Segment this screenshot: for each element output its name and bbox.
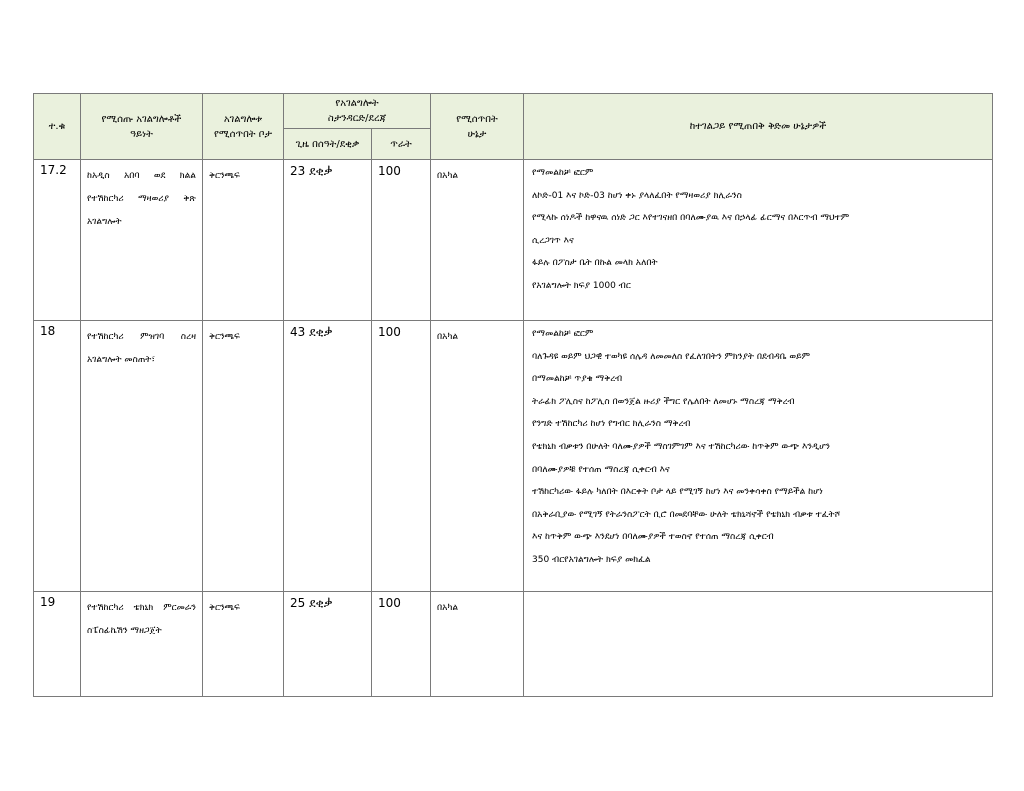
service-name: ከአዲስ አበባ ወደ ክልል የተሽከርካሪ ማዛወሪያ ቅጽ አገልግሎት (81, 160, 203, 321)
service-quality: 100 (372, 160, 431, 321)
service-place: ቅርንጫፍ (203, 592, 284, 697)
header-quality: ጥራት (372, 129, 431, 160)
requirement-item: ሲረጋገጥ እና (532, 235, 574, 246)
service-name: የተሽከርካሪ ቴክኒክ ምርመራን ስፔስፊኬሽን ማዘጋጀት (81, 592, 203, 697)
service-name: የተሽከርካሪ ምዝገባ ስረዛ አገልግሎት መስጠት፣ (81, 321, 203, 592)
delivery-mode: በአካል (431, 160, 524, 321)
header-no: ተ.ቁ (34, 94, 81, 160)
requirement-item: ለኮድ-01 እና ኮድ-03 ከሆነ ቀኑ ያላለፈበት የማዛወሪያ ክሊራንስ (532, 190, 742, 201)
header-requirements: ከተገልጋይ የሚጠበቅ ቅድመ ሁኔታዎች (524, 94, 993, 160)
requirements-list (524, 592, 993, 697)
requirement-item: በባለሙያዎቹ የተሰጠ ማስረጃ ሲቀርብ እና (532, 464, 670, 475)
service-standard-table (33, 93, 993, 697)
service-time: 43 ደቂቃ (284, 321, 372, 592)
service-time: 25 ደቂቃ (284, 592, 372, 697)
table-row (34, 592, 993, 697)
requirement-item: የአገልግሎት ክፍያ 1000 ብር (532, 280, 631, 291)
service-quality: 100 (372, 592, 431, 697)
requirement-item: የቴክኒክ ብቃቱን በሁለት ባለሙያዎች ማስገምገም እና ተሽከርካሪው ከጥቅም ውጭ እንዲሆን (532, 441, 830, 452)
requirement-item: የማመልከቻ ፎርም (532, 329, 594, 339)
requirements-list (524, 160, 993, 321)
table-row (34, 321, 993, 592)
requirement-item: በማመልከቻ ጥያቄ ማቅረብ (532, 374, 623, 385)
service-place: ቅርንጫፍ (203, 321, 284, 592)
header-service-type: የሚሰጡ አገልግሎቶች ዓይነት (81, 94, 203, 160)
requirement-item: የንግድ ተሽከርካሪ ከሆነ የግብር ክሊራንስ ማቅረብ (532, 419, 691, 430)
row-number: 17.2 (34, 160, 81, 321)
row-number: 18 (34, 321, 81, 592)
service-place: ቅርንጫፍ (203, 160, 284, 321)
requirement-item: የማመልከቻ ፎርም (532, 168, 594, 178)
header-time: ጊዜ በሰዓት/ደቂቃ (284, 129, 372, 160)
service-quality: 100 (372, 321, 431, 592)
requirement-item: ፋይሉ በፖስታ ቤት በኩል መላክ አለበት (532, 258, 658, 269)
delivery-mode: በአካል (431, 321, 524, 592)
requirement-item: ተሽከርካሪው ፋይሉ ካለበት በእርቀት ቦታ ላይ የሚገኝ ከሆነ እና መንቀሳቀስ የማይችል ከሆነ (532, 487, 823, 498)
header-service-place: አገልግሎቱ የሚሰጥበት ቦታ (203, 94, 284, 160)
requirement-item: በአቅራቢያው የሚገኝ የትራንስፖርት ቢሮ በመደባቸው ሁለት ቴክኒሻኖች የቴክኒክ ብቃቱ ተፈትሾ (532, 509, 841, 520)
header-delivery: የሚሰጥበት ሁኔታ (431, 94, 524, 160)
requirement-item: እና ከጥቅም ውጭ እንደሆነ በባለሙያዎች ተወስኖ የተሰጠ ማስረጃ ሲቀርብ (532, 532, 774, 543)
delivery-mode: በአካል (431, 592, 524, 697)
requirement-item: የሚላኩ ሰነዶች ከዋናዉ ሰነድ ጋር እየተገናዘበ በባለሙያዉ እና በኃላፊ ፊርማና በእርጥብ ማህተም (532, 213, 850, 224)
requirement-item: ባለጉዳዩ ወይም ህጋዊ ተወካዩ ሰሌዳ ለመመለስ የፈለገበትን ምክንያት በደብዳቤ ወይም (532, 351, 811, 362)
service-time: 23 ደቂቃ (284, 160, 372, 321)
requirements-list (524, 321, 993, 592)
requirement-item: ትራፊክ ፖሊስና ከፖሊስ በወንጀል ዙሪያ ችግር የሌለበት ለመሆኑ ማስረጃ ማቅረብ (532, 396, 795, 407)
table-row (34, 160, 993, 321)
header-standard: የአገልግሎት ስታንዳርድ/ደረጃ (284, 94, 431, 129)
requirement-item: 350 ብርየአገልግሎት ክፍያ መክፈል (532, 554, 651, 565)
row-number: 19 (34, 592, 81, 697)
